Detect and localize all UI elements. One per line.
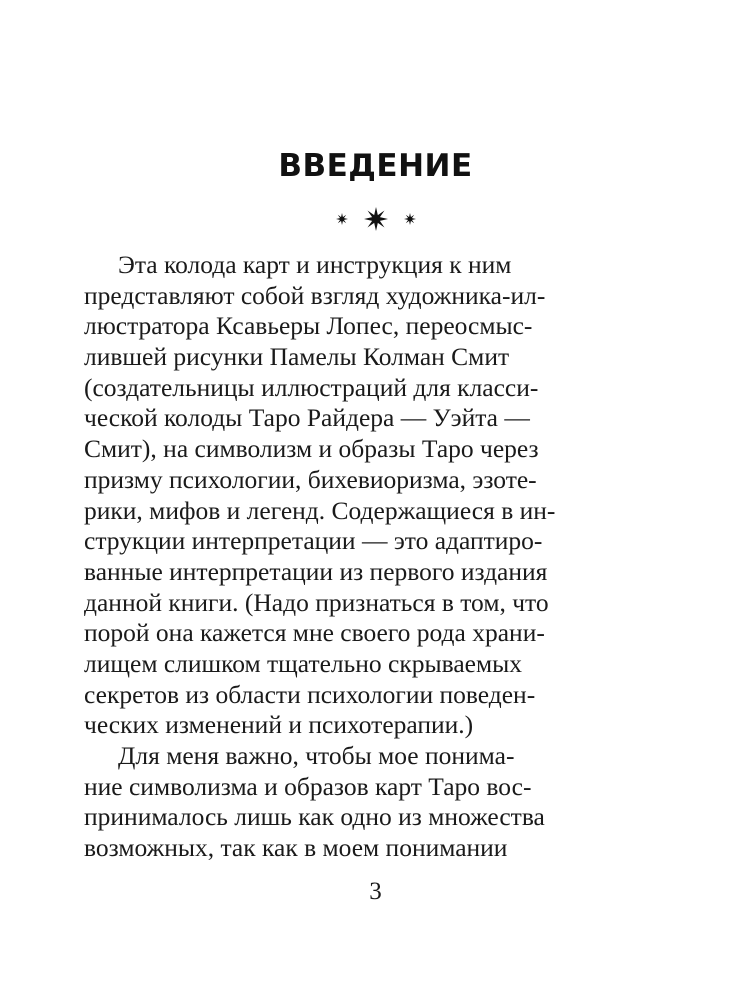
text-line: ческих изменений и психотерапии.) [84,710,474,740]
body-text [84,250,556,864]
small-star-icon [404,213,416,225]
text-line: лившей рисунки Памелы Колман Смит [84,342,510,372]
text-line: порой она кажется мне своего рода храни- [84,618,545,648]
large-star-icon [364,207,388,231]
text-line: Для меня важно, чтобы мое понима- [118,741,515,770]
text-line: принималось лишь как одно из множества [84,802,545,832]
text-line: (создательницы иллюстраций для класси- [84,372,539,402]
text-line: призму психологии, бихевиоризма, эзоте- [84,464,537,494]
ornament-divider [0,207,751,231]
small-star-icon [336,213,348,225]
text-line: ние символизма и образов карт Таро вос- [84,771,532,801]
text-line: возможных, так как в моем понимании [84,833,508,863]
text-line: Смит), на символизм и образы Таро через [84,434,539,464]
text-line: лищем слишком тщательно скрываемых [84,648,523,678]
text-line: рики, мифов и легенд. Содержащиеся в ин- [84,495,556,525]
page-number: 3 [369,878,382,905]
text-line: струкции интерпретации — это адаптиро- [84,526,543,556]
chapter-heading: ВВЕДЕНИЕ [278,148,473,184]
text-line: секретов из области психологии поведен- [84,679,536,709]
text-line: Эта колода карт и инструкция к ним [118,250,512,279]
text-line: ческой колоды Таро Райдера — Уэйта — [84,403,530,433]
text-line: люстратора Ксавьеры Лопес, переосмыс- [84,311,533,341]
text-line: ванные интерпретации из первого издания [84,556,548,586]
text-line: данной книги. (Надо признаться в том, что [84,587,549,617]
text-line: представляют собой взгляд художника-ил- [84,280,546,310]
